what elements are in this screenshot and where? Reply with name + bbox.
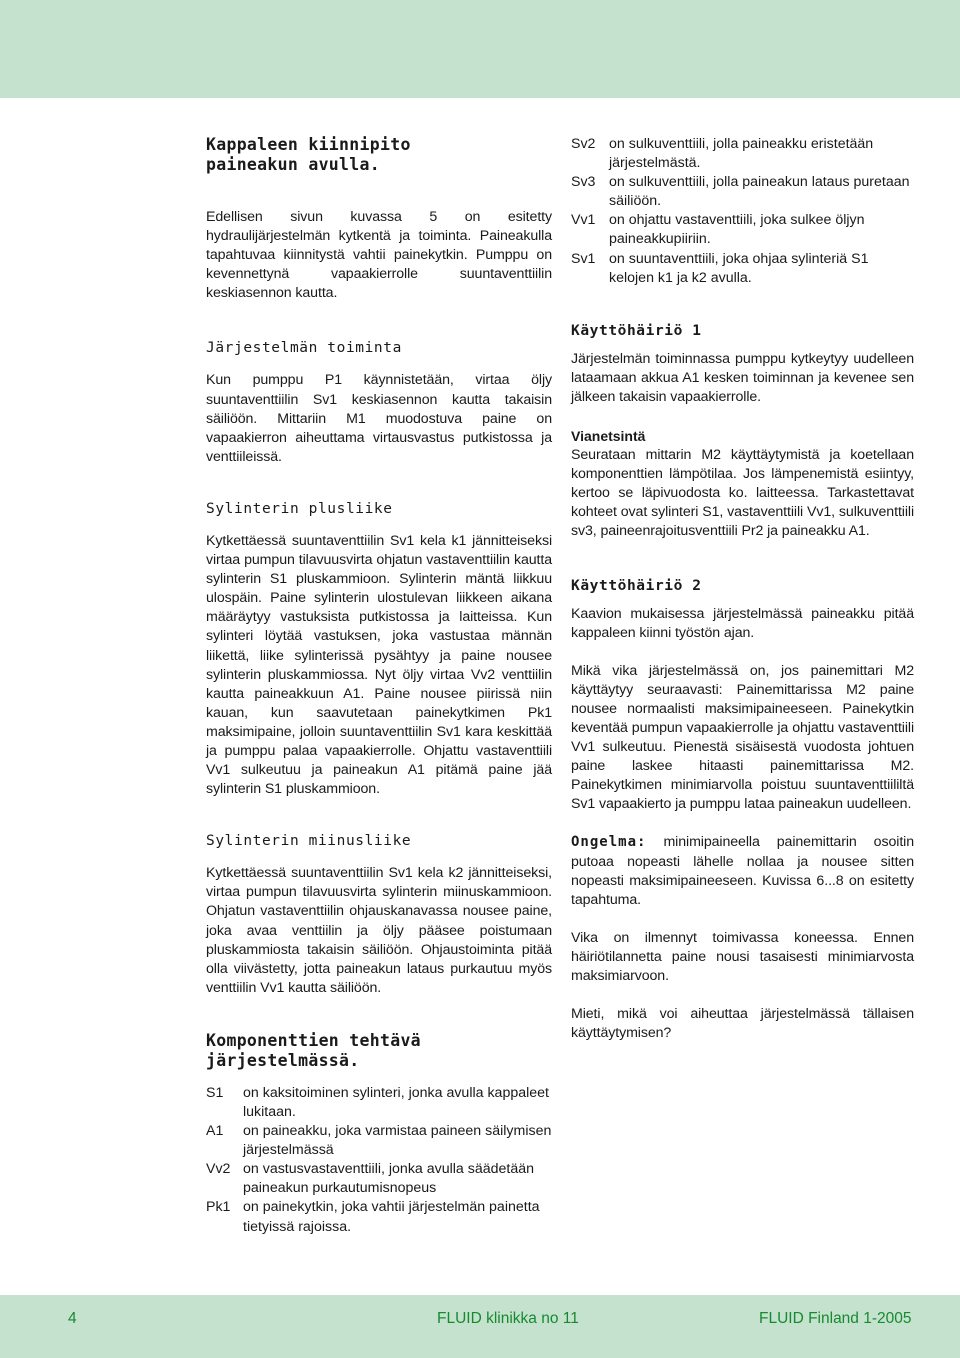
intro-paragraph: Edellisen sivun kuvassa 5 on esitetty hydraulijärjestelmän kytkentä ja toiminta. Paineakulla tapahtuvaa kiinnitystä vahtii painekytkin. Pumppu on kevennettynä vapaakierrolle suuntaventtiilin keskiasennon kautta. <box>206 209 552 302</box>
troubleshooting-paragraph: Seurataan mittarin M2 käyttäytymistä ja koetellaan komponenttien lämpötilaa. Jos lämpenemistä esiintyy, kertoo se läpivuodosta ko. laitteessa. Tarkastettavat kohteet ovat sylinteri S1, vastaventtiili Vv1, sulkuventtiili sv3, paineenrajoitusventtiili Pr2 ja paineakku A1. <box>571 447 914 540</box>
component-key: Pk1 <box>206 1199 231 1216</box>
valve-key: Sv1 <box>571 250 596 267</box>
left-column <box>206 135 552 1237</box>
list-item <box>571 250 914 288</box>
list-item <box>206 1160 552 1198</box>
component-list <box>206 1084 552 1237</box>
fault-2-paragraph: Kaavion mukaisessa järjestelmässä paineakku pitää kappaleen kiinni työstön ajan. <box>571 605 914 641</box>
list-item <box>571 173 914 211</box>
component-key: S1 <box>206 1084 224 1101</box>
valve-description: on sulkuventtiili, jolla paineakku eristetään järjestelmästä. <box>609 136 874 172</box>
section-heading-troubleshooting: Vianetsintä <box>571 428 646 445</box>
footer-issue: FLUID Finland 1-2005 <box>759 1310 912 1327</box>
closing-question: Mieti, mikä voi aiheuttaa järjestelmässä tällaisen käyttäytymisen? <box>571 1006 914 1042</box>
section-heading-components: Komponenttien tehtävä järjestelmässä. <box>206 1030 421 1070</box>
section-heading-plus-stroke: Sylinterin plusliike <box>206 500 393 517</box>
article-title: Kappaleen kiinnipito paineakun avulla. <box>206 135 411 174</box>
list-item <box>206 1084 552 1122</box>
problem-text: minimipaineella painemittarin osoitin putoaa nopeasti lähelle nollaa ja nousee sitten nopeasti maksimipaineeseen. Kuvissa 6...8 on esitetty tapahtuma. <box>571 834 914 908</box>
list-item <box>206 1122 552 1160</box>
component-description: on vastusvastaventtiili, jonka avulla säädetään paineakun purkautumisnopeus <box>243 1161 535 1197</box>
header-band <box>0 0 960 98</box>
observation-paragraph: Vika on ilmennyt toimivassa koneessa. Ennen häiriötilannetta paine nousi tasaisesti minimiarvosta maksimiarvoon. <box>571 929 914 984</box>
valve-key: Sv2 <box>571 136 596 152</box>
component-key: A1 <box>206 1123 224 1140</box>
section-heading-fault-1: Käyttöhäiriö 1 <box>571 322 702 339</box>
valve-key: Vv1 <box>571 212 596 229</box>
valve-list <box>571 135 914 288</box>
problem-label: Ongelma: <box>571 834 647 851</box>
footer-publication: FLUID klinikka no 11 <box>437 1310 579 1327</box>
fault-2-question-paragraph: Mikä vika järjestelmässä on, jos painemittari M2 käyttäytyy seuraavasti: Painemittarissa M2 paine nousee normaalisti maksimipaineeseen. Painekytkin keventää pumpun vapaakierrolle ja ohjattu vastaventtiili Vv1 sulkeutuu. Pienestä sisäisestä vuodosta johtuen paine laskee hitaasti painemittarissa M2. Painekytkimen minimiarvolla poistuu suuntaventtiililtä Sv1 vapaakierto ja pumppu lataa paineakun uudelleen. <box>571 662 914 813</box>
section-heading-minus-stroke: Sylinterin miinusliike <box>206 833 412 850</box>
list-item <box>571 211 914 249</box>
problem-paragraph <box>571 833 914 909</box>
system-operation-paragraph: Kun pumppu P1 käynnistetään, virtaa öljy suuntaventtiilin Sv1 keskiasennon kautta takaisin säiliöön. Mittariin M1 muodostuva paine on vapaakierron aiheuttama virtausvastus putkistossa ja venttiileissä. <box>206 372 552 465</box>
valve-description: on ohjattu vastaventtiili, joka sulkee öljyn paineakkupiiriin. <box>609 212 865 248</box>
minus-stroke-paragraph: Kytkettäessä suuntaventtiilin Sv1 kela k2 jännitteiseksi, virtaa pumpun tilavuusvirta sylinterin miinuskammioon. Ohjatun vastaventtiilin ohjauskanavassa nousee paine, joka avaa venttiilin ja öljy pääsee poistumaan pluskammiosta takaisin säiliöön. Ohjaustoiminta pitää olla viivästetty, jotta paineakun lataus purkautuu myös venttiilin Vv1 kautta säiliöön. <box>206 865 552 996</box>
section-heading-fault-2: Käyttöhäiriö 2 <box>571 577 702 594</box>
plus-stroke-paragraph: Kytkettäessä suuntaventtiilin Sv1 kela k1 jännitteiseksi virtaa pumpun tilavuusvirta ohjatun vastaventtiilin kautta sylinterin S1 pluskammioon. Sylinterin mäntä liikkuu ulospäin. Paine sylinterin ulostulevan liikkeen aikana määräytyy vastuksista putkistossa ja laitteissa. Kun sylinteri löytää vastuksen, joka vastustaa männän liikettä, liike sylinterissä pysähtyy ja paine nousee sylinterin pluskammiossa. Nyt öljy virtaa Vv2 venttiilin kautta paineakkuun A1. Paine nousee piirissä niin kauan, kun saavutetaan painekytkimen Pk1 maksimipaine, jolloin suuntaventtiilin Sv1 kara keskittää ja pumppu palaa vapaakierrolle. Ohjattu vastaventtiili Vv1 sulkeutuu ja paineakun A1 pitämä paine jää sylinterin S1 pluskammioon. <box>206 532 552 798</box>
valve-description: on sulkuventtiili, jolla paineakun lataus puretaan säiliöön. <box>609 174 910 210</box>
page-number: 4 <box>68 1310 77 1327</box>
component-description: on painekytkin, joka vahtii järjestelmän painetta tietyissä rajoissa. <box>243 1199 540 1235</box>
list-item <box>206 1198 552 1236</box>
valve-description: on suuntaventtiili, joka ohjaa sylinteriä S1 kelojen k1 ja k2 avulla. <box>609 250 869 286</box>
component-description: on kaksitoiminen sylinteri, jonka avulla kappaleet lukitaan. <box>243 1084 549 1120</box>
component-key: Vv2 <box>206 1161 231 1178</box>
component-description: on paineakku, joka varmistaa paineen säilymisen järjestelmässä <box>243 1123 552 1159</box>
fault-1-paragraph: Järjestelmän toiminnassa pumppu kytkeytyy uudelleen lataamaan akkua A1 kesken toiminnan ja kevenee sen jälkeen takaisin vapaakierrolle. <box>571 350 914 405</box>
list-item <box>571 135 914 173</box>
right-column <box>571 135 914 1043</box>
section-heading-system-operation: Järjestelmän toiminta <box>206 340 402 357</box>
valve-key: Sv3 <box>571 174 596 191</box>
